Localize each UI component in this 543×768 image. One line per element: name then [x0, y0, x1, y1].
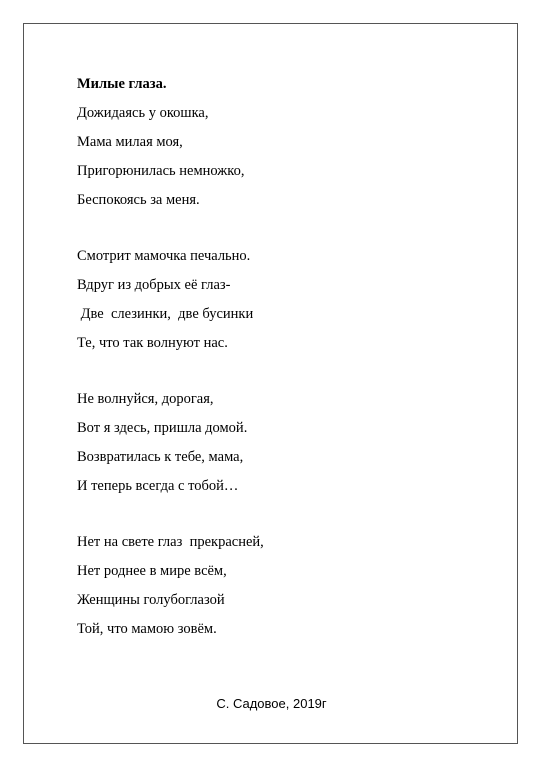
- poem-line: Смотрит мамочка печально.: [77, 248, 251, 264]
- stanza-gap: [77, 364, 497, 391]
- signature: С. Садовое, 2019г: [216, 696, 327, 711]
- poem-line: Нет роднее в мире всём,: [77, 563, 227, 579]
- poem-line: Пригорюнилась немножко,: [77, 163, 245, 179]
- stanza-1: [77, 105, 497, 221]
- poem-line: Женщины голубоглазой: [77, 592, 225, 608]
- poem-line: И теперь всегда с тобой…: [77, 478, 239, 494]
- stanza-2: [77, 248, 497, 364]
- poem-line: Те, что так волнуют нас.: [77, 335, 228, 351]
- poem-line: Вот я здесь, пришла домой.: [77, 420, 248, 436]
- poem-line: Нет на свете глаз прекрасней,: [77, 534, 264, 550]
- poem-title: Милые глаза.: [77, 76, 167, 92]
- poem-line: Не волнуйся, дорогая,: [77, 391, 214, 407]
- poem-line: Мама милая моя,: [77, 134, 183, 150]
- poem: [77, 76, 497, 650]
- stanza-gap: [77, 221, 497, 248]
- stanza-gap: [77, 507, 497, 534]
- poem-line: Дожидаясь у окошка,: [77, 105, 209, 121]
- stanza-4: [77, 534, 497, 650]
- stanza-3: [77, 391, 497, 507]
- poem-line: Возвратилась к тебе, мама,: [77, 449, 244, 465]
- poem-line: Беспокоясь за меня.: [77, 192, 200, 208]
- poem-line: Той, что мамою зовём.: [77, 621, 217, 637]
- poem-line: Две слезинки, две бусинки: [77, 306, 254, 322]
- poem-line: Вдруг из добрых её глаз-: [77, 277, 231, 293]
